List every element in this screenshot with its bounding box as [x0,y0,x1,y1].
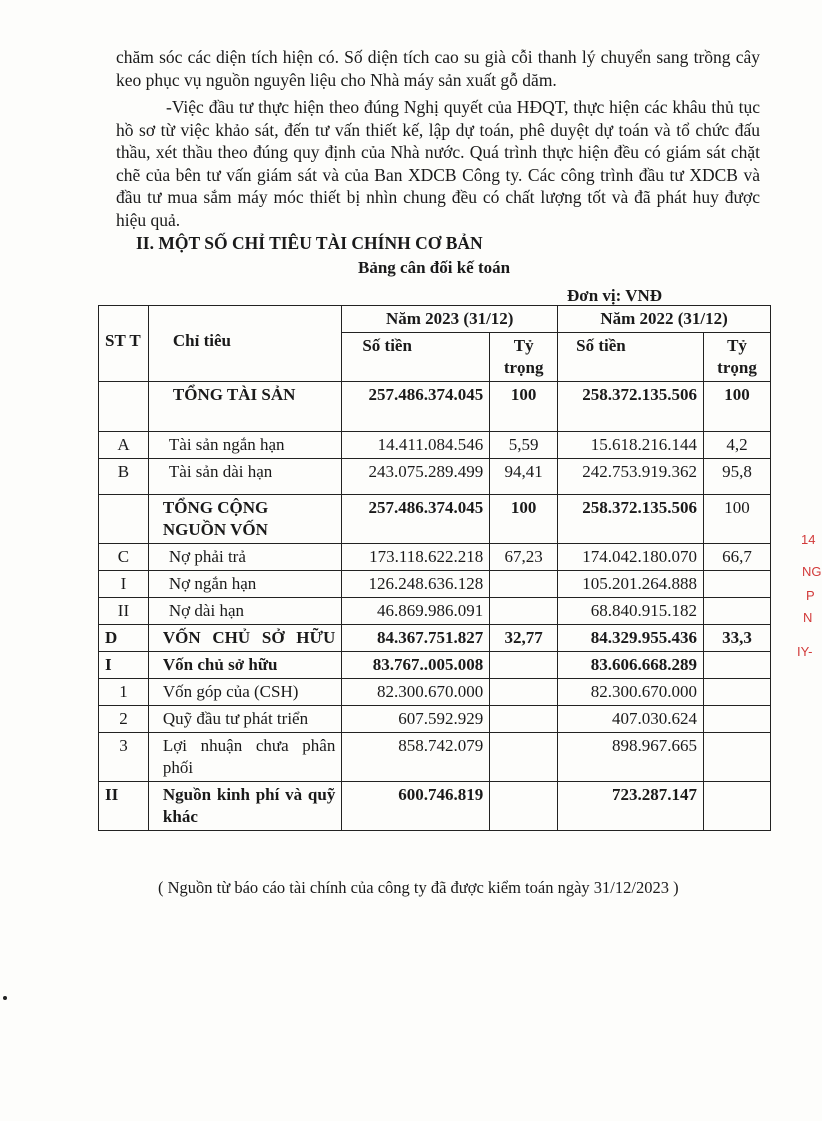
table-row [99,432,771,459]
table-row [99,459,771,495]
cell-value-2023: 257.486.374.045 [342,382,490,432]
table-row [99,782,771,831]
cell-value-2022: 83.606.668.289 [558,652,704,679]
stamp-fragment: IY- [797,644,813,659]
header-chitieu: Chỉ tiêu [148,306,341,382]
cell-ratio-2023 [490,679,558,706]
cell-value-2023: 173.118.622.218 [342,544,490,571]
cell-value-2022: 84.329.955.436 [558,625,704,652]
currency-unit: Đơn vị: VNĐ [567,286,663,305]
paragraph-text: -Việc đầu tư thực hiện theo đúng Nghị quyết của HĐQT, thực hiện các khâu thủ tục hồ sơ từ việc khảo sát, đến tư vấn thiết kế, lập dự toán, phê duyệt dự toán và tổ chức đấu thầu, xét thầu theo đúng quy định của Nhà nước. Quá trình thực hiện đều có giám sát chặt chẽ của bên tư vấn giám sát và của Ban XDCB Công ty. Các công trình đầu tư XDCB và đầu tư mua sắm máy móc thiết bị nhìn chung đều có chất lượng tốt và đã phát huy được hiệu quả. [116,97,760,230]
cell-ratio-2023 [490,733,558,782]
cell-ratio-2022: 66,7 [704,544,771,571]
header-sotien-2022: Số tiền [558,333,704,382]
cell-ratio-2022 [704,571,771,598]
cell-ratio-2022: 95,8 [704,459,771,495]
table-header-row [99,306,771,333]
cell-stt: D [99,625,149,652]
cell-stt: I [99,652,149,679]
balance-sheet-table [98,305,771,831]
cell-stt: C [99,544,149,571]
cell-ratio-2023 [490,782,558,831]
cell-label: Nguồn kinh phí và quỹ khác [148,782,341,831]
cell-value-2022: 174.042.180.070 [558,544,704,571]
cell-value-2023: 83.767..005.008 [342,652,490,679]
cell-label: TỔNG CỘNG NGUỒN VỐN [148,495,341,544]
table-row [99,382,771,432]
header-stt: ST T [99,306,149,382]
cell-value-2023: 82.300.670.000 [342,679,490,706]
body-paragraph-2 [116,96,760,231]
cell-value-2022: 242.753.919.362 [558,459,704,495]
table-row [99,625,771,652]
cell-label: Lợi nhuận chưa phân phối [148,733,341,782]
cell-ratio-2022 [704,706,771,733]
body-paragraph-1 [116,46,760,91]
cell-label: Vốn chủ sở hữu [148,652,341,679]
cell-label: Tài sản dài hạn [148,459,341,495]
cell-stt: A [99,432,149,459]
cell-value-2022: 258.372.135.506 [558,495,704,544]
cell-value-2023: 858.742.079 [342,733,490,782]
source-note: ( Nguồn từ báo cáo tài chính của công ty đã được kiểm toán ngày 31/12/2023 ) [158,878,679,897]
stamp-fragment: N [803,610,813,625]
cell-ratio-2023 [490,652,558,679]
table-title: Bảng cân đối kế toán [358,258,511,277]
table-row [99,706,771,733]
cell-label: Vốn góp của (CSH) [148,679,341,706]
cell-value-2023: 46.869.986.091 [342,598,490,625]
table-row [99,652,771,679]
cell-stt: II [99,598,149,625]
cell-label: VỐN CHỦ SỞ HỮU [148,625,341,652]
cell-ratio-2022: 100 [704,495,771,544]
cell-value-2023: 126.248.636.128 [342,571,490,598]
paragraph-text: chăm sóc các diện tích hiện có. Số diện tích cao su già cỗi thanh lý chuyển sang trồng cây keo phục vụ nguồn nguyên liệu cho Nhà máy sản xuất gỗ dăm. [116,47,760,90]
table-row [99,495,771,544]
cell-value-2022: 723.287.147 [558,782,704,831]
cell-stt: II [99,782,149,831]
cell-stt: B [99,459,149,495]
cell-value-2022: 105.201.264.888 [558,571,704,598]
cell-value-2023: 243.075.289.499 [342,459,490,495]
cell-ratio-2022 [704,598,771,625]
cell-ratio-2023 [490,571,558,598]
cell-stt: 3 [99,733,149,782]
header-tytrong-2022: Tỷ trọng [704,333,771,382]
cell-ratio-2023: 94,41 [490,459,558,495]
cell-label: Nợ phải trả [148,544,341,571]
cell-value-2022: 15.618.216.144 [558,432,704,459]
stamp-fragment: NG [802,564,822,579]
cell-value-2023: 257.486.374.045 [342,495,490,544]
cell-ratio-2022 [704,782,771,831]
cell-value-2023: 600.746.819 [342,782,490,831]
cell-stt: I [99,571,149,598]
cell-stt [99,495,149,544]
cell-value-2023: 14.411.084.546 [342,432,490,459]
table-row [99,598,771,625]
cell-value-2022: 68.840.915.182 [558,598,704,625]
cell-label: Tài sản ngắn hạn [148,432,341,459]
cell-value-2022: 258.372.135.506 [558,382,704,432]
header-sotien-2023: Số tiền [342,333,490,382]
cell-ratio-2023 [490,706,558,733]
table-row [99,733,771,782]
cell-ratio-2023 [490,598,558,625]
header-year-2022: Năm 2022 (31/12) [558,306,771,333]
cell-stt [99,382,149,432]
stamp-fragment: 14 [801,532,816,547]
cell-stt: 2 [99,706,149,733]
scan-speck [3,996,7,1000]
cell-ratio-2023: 100 [490,495,558,544]
cell-value-2023: 607.592.929 [342,706,490,733]
header-tytrong-2023: Tỷ trọng [490,333,558,382]
table-row [99,679,771,706]
cell-stt: 1 [99,679,149,706]
cell-ratio-2023: 5,59 [490,432,558,459]
cell-label: TỔNG TÀI SẢN [148,382,341,432]
cell-value-2023: 84.367.751.827 [342,625,490,652]
cell-value-2022: 407.030.624 [558,706,704,733]
cell-ratio-2022 [704,652,771,679]
table-row [99,571,771,598]
cell-value-2022: 82.300.670.000 [558,679,704,706]
cell-ratio-2022 [704,679,771,706]
cell-ratio-2022: 4,2 [704,432,771,459]
cell-label: Nợ ngắn hạn [148,571,341,598]
cell-ratio-2022: 100 [704,382,771,432]
table-row [99,544,771,571]
cell-ratio-2022 [704,733,771,782]
section-heading: II. MỘT SỐ CHỈ TIÊU TÀI CHÍNH CƠ BẢN [136,233,483,253]
stamp-fragment: P [806,588,815,603]
cell-ratio-2023: 32,77 [490,625,558,652]
cell-label: Nợ dài hạn [148,598,341,625]
cell-label: Quỹ đầu tư phát triển [148,706,341,733]
cell-ratio-2023: 67,23 [490,544,558,571]
cell-value-2022: 898.967.665 [558,733,704,782]
cell-ratio-2023: 100 [490,382,558,432]
header-year-2023: Năm 2023 (31/12) [342,306,558,333]
cell-ratio-2022: 33,3 [704,625,771,652]
